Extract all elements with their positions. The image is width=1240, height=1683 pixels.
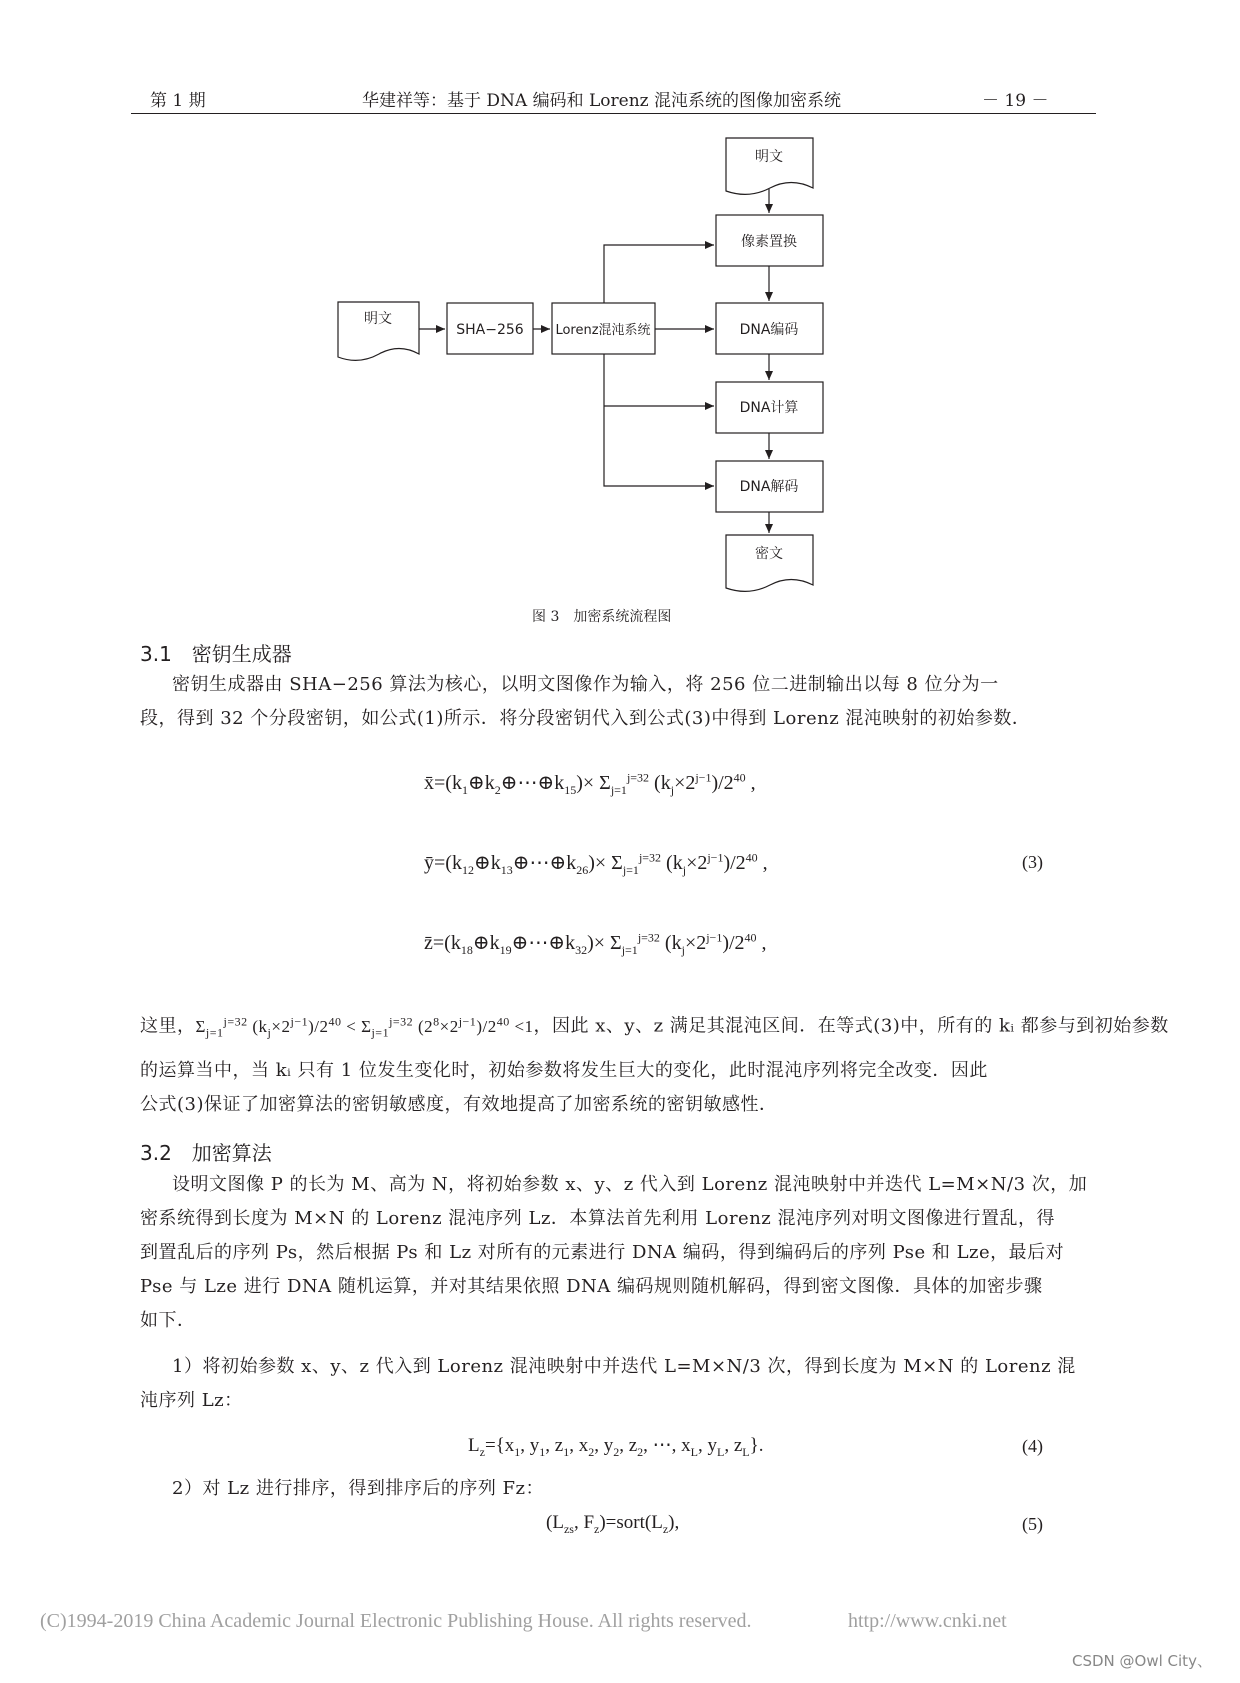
- flowchart-figure: [0, 0, 1240, 620]
- section-3-2-para-line1: 设明文图像 P 的长为 M、高为 N，将初始参数 x、y、z 代入到 Lorenz 混沌映射中并迭代 L=M×N/3 次，加: [172, 1174, 1088, 1195]
- cnki-url[interactable]: http://www.cnki.net: [848, 1610, 1007, 1632]
- section-3-2-para-line2: 密系统得到长度为 M×N 的 Lorenz 混沌序列 Lz．本算法首先利用 Lorenz 混沌序列对明文图像进行置乱，得: [140, 1208, 1055, 1229]
- equation-4-number: (4): [1022, 1436, 1043, 1456]
- csdn-watermark: CSDN @Owl City、: [1072, 1652, 1212, 1670]
- section-heading-3-2: 3.2 加密算法: [140, 1141, 272, 1165]
- section-3-1-para1-line1: 密钥生成器由 SHA−256 算法为核心，以明文图像作为输入，将 256 位二进制输出以每 8 位分为一: [172, 674, 999, 695]
- node-pixel-permutation: 像素置换: [741, 234, 797, 250]
- section-3-2-para-line3: 到置乱后的序列 Ps，然后根据 Ps 和 Lz 对所有的元素进行 DNA 编码，得到编码后的序列 Pse 和 Lze，最后对: [140, 1242, 1065, 1263]
- ciphertext-document-shape: [726, 535, 813, 591]
- para2-line1-tail: ，因此 x、y、z 满足其混沌区间．在等式(3)中，所有的 kᵢ 都参与到初始参数: [533, 1015, 1169, 1037]
- equation-3-x: $x̄=(k_1\oplus k_2\oplus\cdots\oplus k_{15})\times \Sigma_{j=1}^{j=32}$ $(k_j\times 2^{j-1})/2^{40}$ ,: [424, 770, 756, 797]
- section-3-1-para2-line1: [140, 1004, 1169, 1049]
- section-3-1-para2-line3: 公式(3)保证了加密算法的密钥敏感度，有效地提高了加密系统的密钥敏感性．: [140, 1094, 778, 1115]
- step1-line1: 1）将初始参数 x、y、z 代入到 Lorenz 混沌映射中并迭代 L=M×N/3 次，得到长度为 M×N 的 Lorenz 混: [172, 1356, 1076, 1377]
- page-number: － 19 －: [982, 91, 1049, 111]
- figure-caption: 图 3 加密系统流程图: [532, 609, 672, 625]
- node-plaintext-left: 明文: [364, 311, 392, 327]
- node-lorenz: Lorenz混沌系统: [555, 323, 651, 338]
- plaintext-top-document-shape: [726, 138, 813, 194]
- running-header-title: 华建祥等：基于 DNA 编码和 Lorenz 混沌系统的图像加密系统: [362, 91, 842, 111]
- section-3-1-para2-line2: 的运算当中，当 kᵢ 只有 1 位发生变化时，初始参数将发生巨大的变化，此时混沌序列将完全改变．因此: [140, 1060, 988, 1081]
- equation-5: ($L_{zs}$, $F_z)=sort(L_z)$,: [546, 1512, 680, 1536]
- step2: 2）对 Lz 进行排序，得到排序后的序列 Fz：: [172, 1478, 545, 1499]
- running-header-issue: 第 1 期: [150, 91, 206, 111]
- node-dna-decode: DNA解码: [739, 479, 799, 495]
- para2-prefix: 这里，: [140, 1015, 196, 1037]
- equation-5-number: (5): [1022, 1514, 1043, 1534]
- section-heading-3-1: 3.1 密钥生成器: [140, 642, 292, 666]
- node-dna-compute: DNA计算: [739, 400, 799, 416]
- node-sha256: SHA−256: [456, 322, 524, 338]
- node-dna-encode: DNA编码: [739, 322, 799, 338]
- inequality-expression: $\Sigma_{j=1}^{j=32}$ $(k_j\times 2^{j-1})/2^{40} < \Sigma_{j=1}^{j=32}$ $(2^8\times 2^{j-1})/2^{40} <1$: [195, 1014, 534, 1040]
- equation-3-y: $ȳ=(k_{12}\oplus k_{13}\oplus\cdots\oplus k_{26})\times \Sigma_{j=1}^{j=32}$ $(k_j\times 2^{j-1})/2^{40}$ ,: [424, 850, 768, 877]
- node-plaintext-top: 明文: [755, 149, 783, 165]
- section-3-1-para1-line2: 段，得到 32 个分段密钥，如公式(1)所示．将分段密钥代入到公式(3)中得到 Lorenz 混沌映射的初始参数．: [140, 708, 1031, 729]
- equation-4: $L_z=\{x_1$, $y_1$, $z_1$, $x_2$, $y_2$, $z_2$, ⋯, $x_L$, $y_L$, $z_L$}.: [468, 1435, 764, 1459]
- equation-3-number: (3): [1022, 852, 1043, 872]
- node-ciphertext: 密文: [755, 546, 783, 562]
- section-3-2-para-line5: 如下．: [140, 1310, 196, 1331]
- equation-3-z: $z̄=(k_{18}\oplus k_{19}\oplus\cdots\oplus k_{32})\times \Sigma_{j=1}^{j=32}$ $(k_j\times 2^{j-1})/2^{40}$ ,: [424, 930, 767, 957]
- section-3-2-para-line4: Pse 与 Lze 进行 DNA 随机运算，并对其结果依照 DNA 编码规则随机解码，得到密文图像．具体的加密步骤: [140, 1276, 1043, 1297]
- step1-line2: 沌序列 Lz：: [140, 1390, 243, 1411]
- copyright-footer: (C)1994-2019 China Academic Journal Electronic Publishing House. All rights reserved.: [40, 1610, 752, 1632]
